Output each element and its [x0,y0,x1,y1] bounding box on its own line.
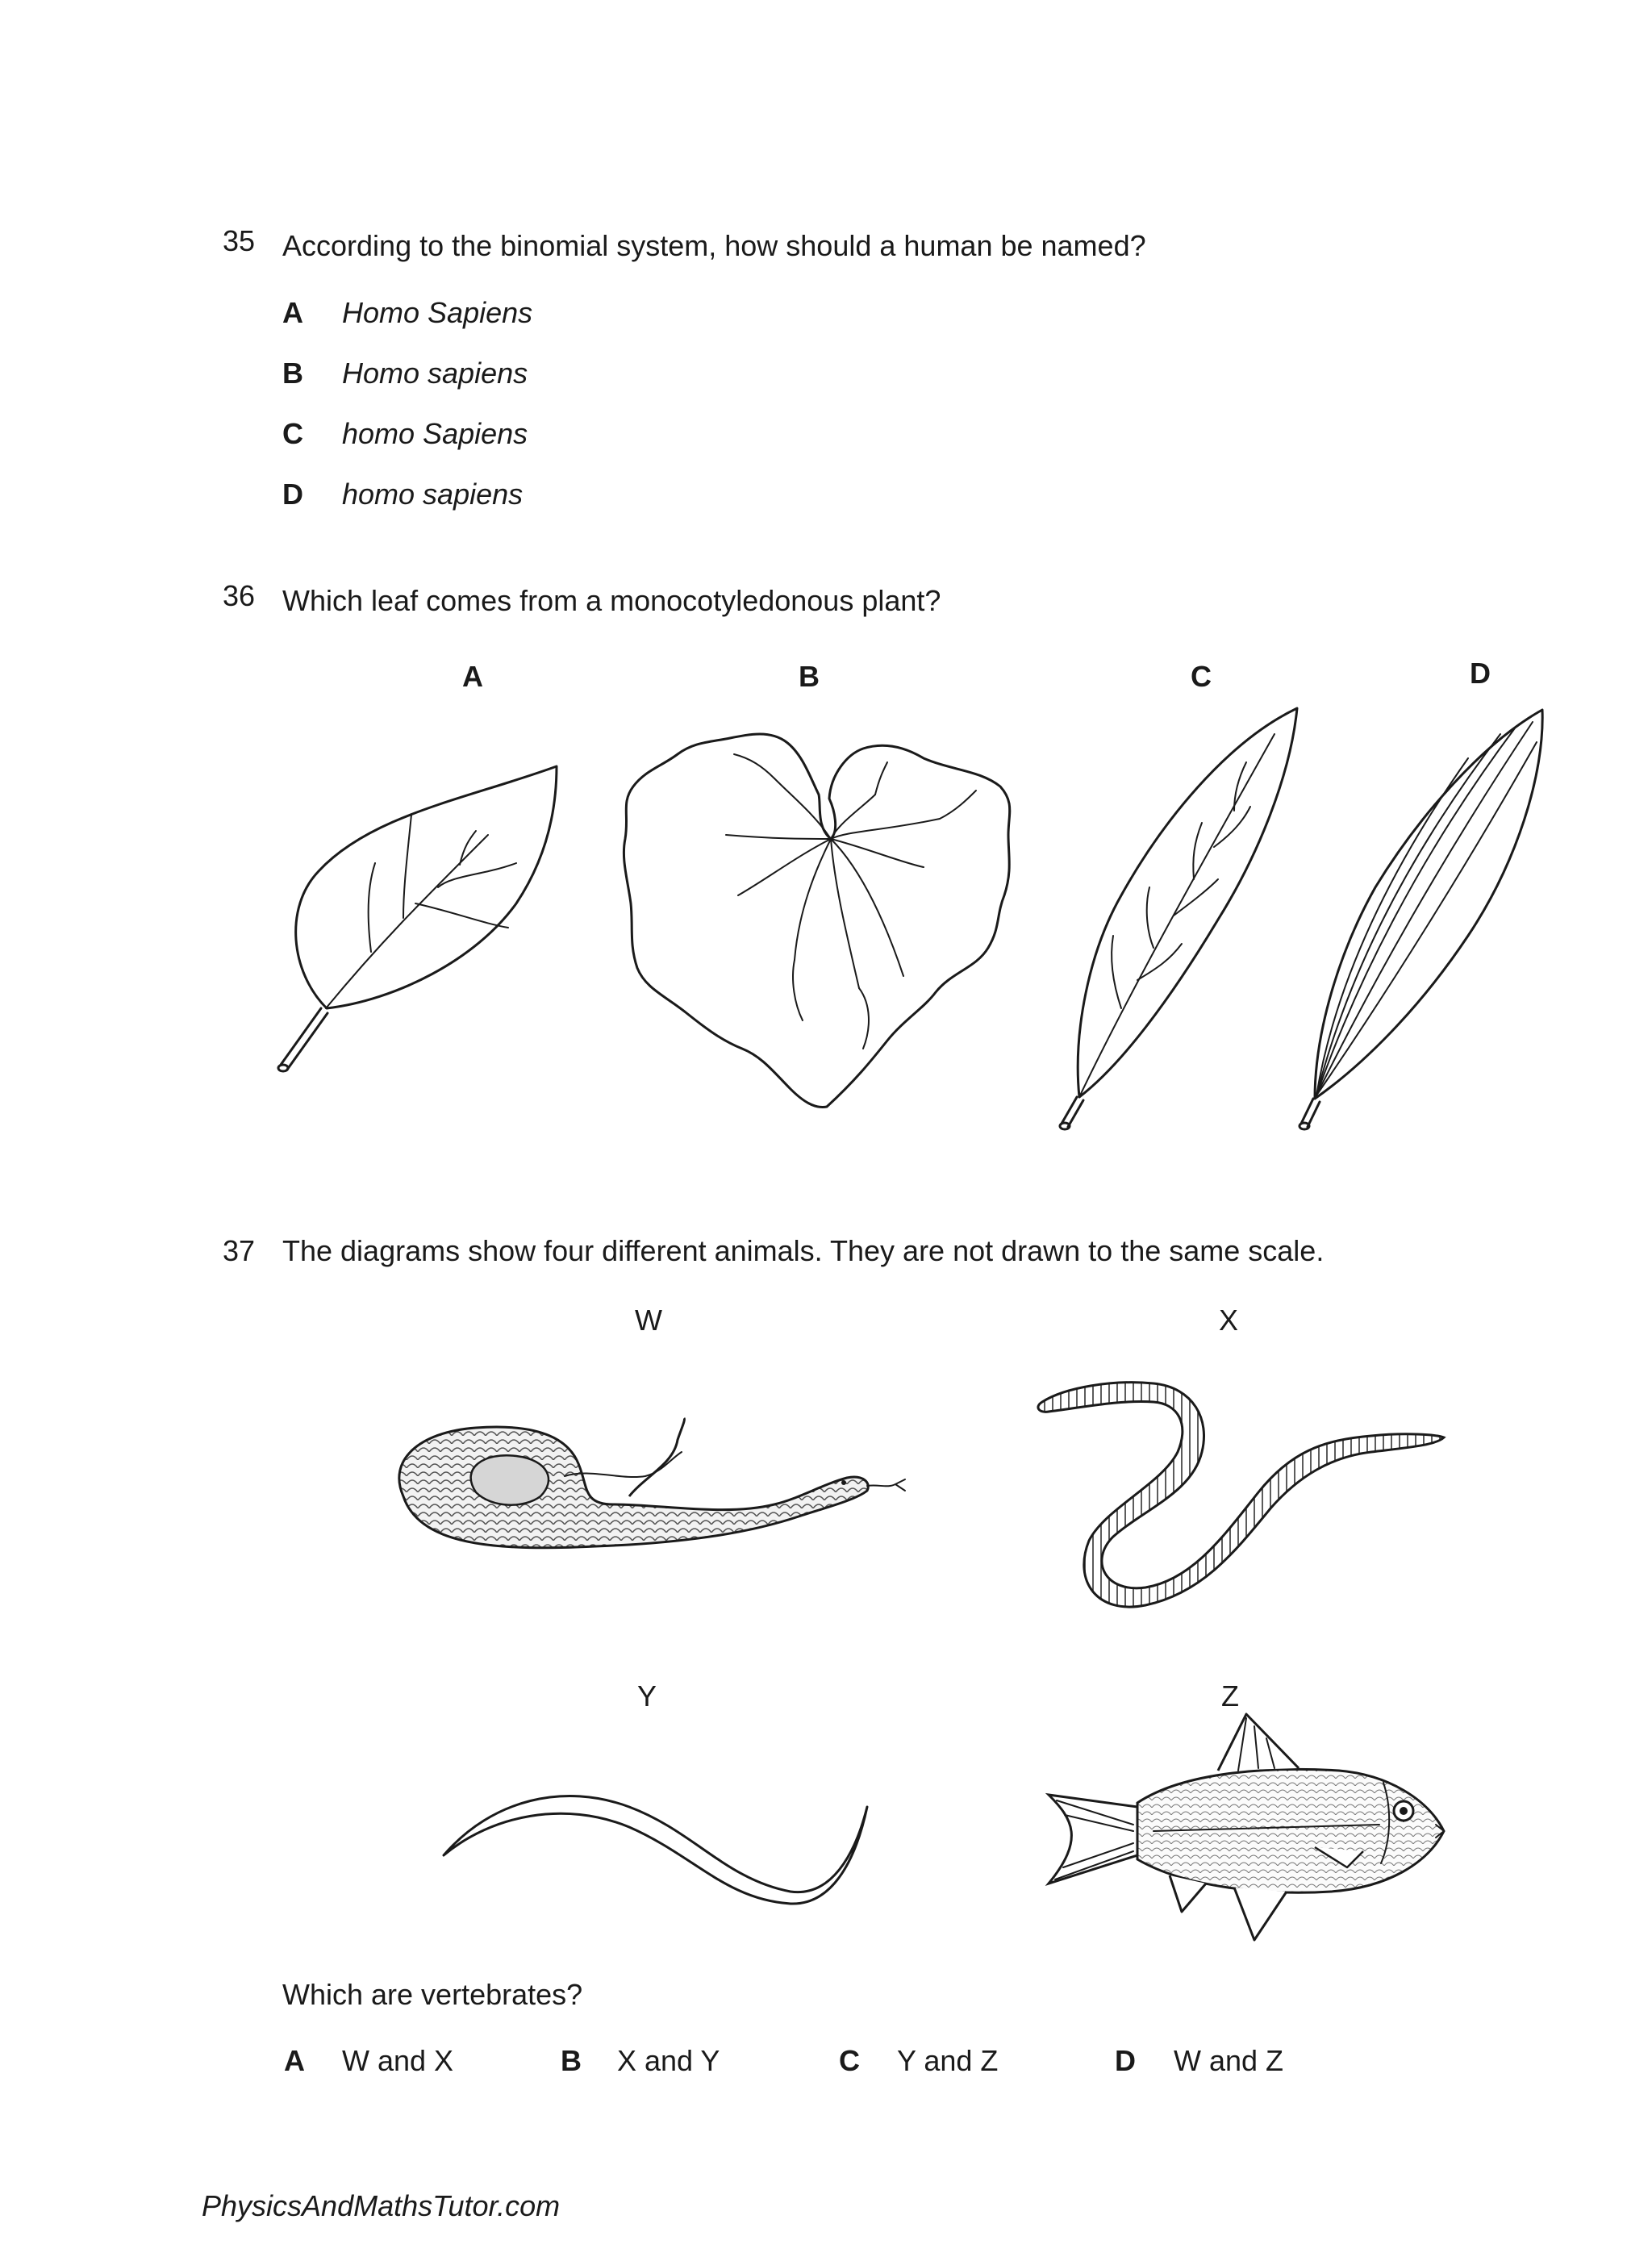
animal-y-roundworm [444,1796,867,1904]
q35-option-b-text: Homo sapiens [342,357,528,390]
leaf-label-a: A [462,660,483,693]
q37-sub-question: Which are vertebrates? [282,1978,583,2011]
q37-answer-c-text: Y and Z [897,2044,999,2077]
q36-number: 36 [223,579,256,612]
q35-option-d-letter: D [282,478,303,511]
footer-source: PhysicsAndMathsTutor.com [202,2189,561,2222]
animal-label-x: X [1219,1304,1239,1337]
leaf-label-d: D [1470,657,1491,690]
q35-option-a-letter: A [282,296,303,329]
q37-answer-b-letter: B [561,2044,582,2077]
q35-question: According to the binomial system, how should a human be named? [282,229,1146,262]
q35-option-c-text: homo Sapiens [342,417,528,450]
q35-option-d-text: homo sapiens [342,478,524,511]
q37-answer-b-text: X and Y [617,2044,720,2077]
animal-label-y: Y [637,1679,657,1713]
leaf-label-c: C [1191,660,1212,693]
animal-label-z: Z [1221,1679,1239,1713]
q37-answer-a-letter: A [284,2044,305,2077]
q35-option-b-letter: B [282,357,303,390]
q37-answer-a-text: W and X [342,2044,454,2077]
animal-w-snake [399,1418,905,1548]
q37-answer-d-text: W and Z [1174,2044,1284,2077]
q37-question: The diagrams show four different animals. They are not drawn to the same scale. [282,1234,1325,1267]
q37-answer-d-letter: D [1115,2044,1136,2077]
animal-z-fish [1049,1714,1444,1940]
animal-x-earthworm [1038,1383,1444,1607]
q35-option-c-letter: C [282,417,303,450]
q37-number: 37 [223,1234,256,1267]
animal-label-w: W [635,1304,662,1337]
q37-answer-c-letter: C [839,2044,860,2077]
q35-number: 35 [223,224,256,257]
q35-option-a-text: Homo Sapiens [342,296,533,329]
q36-question: Which leaf comes from a monocotyledonous plant? [282,584,941,617]
leaf-label-b: B [799,660,820,693]
